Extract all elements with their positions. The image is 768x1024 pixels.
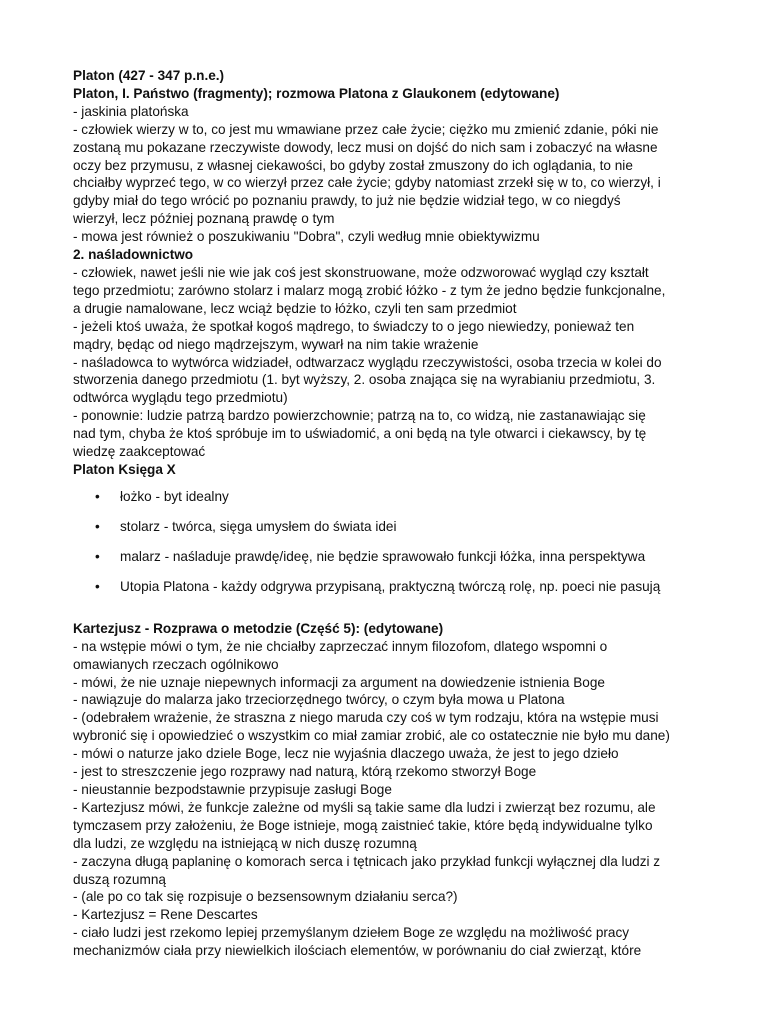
list-item-text: malarz - naśladuje prawdę/ideę, nie będzie sprawowało funkcji łóżka, inna perspektywa: [120, 548, 646, 564]
document-page: [73, 67, 713, 960]
list-item: [73, 544, 713, 574]
text-line: wiedzę zaakceptować: [73, 444, 206, 460]
text-line: mechanizmów ciała przy niewielkich ilościach elementów, w porównaniu do ciał zwierząt, które: [73, 943, 642, 959]
text-line: nad tym, chyba że ktoś spróbuje im to uświadomić, a oni będą na tyle otwarci i ciekawscy, by tę: [73, 426, 647, 442]
text-line: a drugie namalowane, lecz wciąż będzie to łóżko, czyli ten sam przedmiot: [73, 300, 517, 316]
text-line: omawianych rzeczach ogólnikowo: [73, 656, 279, 672]
text-line: odtwórca wyglądu tego przedmiotu): [73, 390, 288, 406]
text-line: - nieustannie bezpodstawnie przypisuje zasługi Boge: [73, 782, 392, 797]
text-line: stworzenia danego przedmiotu (1. byt wyższy, 2. osoba znająca się na wyrabianiu przedmiotu, 3.: [73, 372, 656, 388]
text-line: - zaczyna długą paplaninę o komorach serca i tętnicach jako przykład funkcji wyłącznej dla ludzi z: [73, 853, 661, 869]
text-line: gdyby miał do tego wrócić po poznaniu prawdy, to już nie będzie widział tego, w co niegdyś: [73, 193, 621, 209]
text-line: - ciało ludzi jest rzekomo lepiej przemyślanym dziełem Boge ze względu na możliwość pracy: [73, 925, 630, 941]
text-line: - naśladowca to wytwórca widziadeł, odtwarzacz wyglądu rzeczywistości, osoba trzecia w kolei do: [73, 354, 662, 370]
text-line: dla ludzi, ze względu na istniejącą w nich duszę rozumną: [73, 835, 417, 851]
text-line: - jaskinia platońska: [73, 103, 189, 119]
text-line: - mówi, że nie uznaje niepewnych informacji za argument na dowiedzenie istnienia Boge: [73, 674, 605, 690]
bullet-icon: •: [95, 548, 100, 564]
text-line: mądry, będąc od niego mądrzejszym, wywarł na nim takie wrażenie: [73, 336, 479, 352]
text-line: oczy bez przymusu, z własnej ciekawości, bo gdyby został zmuszony do ich oglądania, to nie: [73, 157, 633, 173]
list-item-text: stolarz - twórca, sięga umysłem do świata idei: [120, 518, 397, 534]
bullet-list: [73, 479, 713, 604]
list-item-text: łożko - byt idealny: [120, 488, 229, 504]
text-line: - nawiązuje do malarza jako trzeciorzędnego twórcy, o czym była mowa u Platona: [73, 692, 565, 708]
text-line: wybronić się i opowiedzieć o wszystkim co miał zamiar zrobić, ale co ostatecznie nie było mu dane): [73, 728, 670, 744]
text-line: tymczasem przy założeniu, że Boge istnieje, mogą zaistnieć takie, które będą indywidualne tylko: [73, 817, 653, 833]
text-line: - ponownie: ludzie patrzą bardzo powierzchownie; patrzą na to, co widzą, nie zastanawiając się: [73, 408, 646, 424]
text-line: - Kartezjusz mówi, że funkcje zależne od myśli są takie same dla ludzi i zwierząt bez rozumu, ale: [73, 799, 656, 815]
bullet-icon: •: [95, 488, 100, 504]
heading-platon-dates: Platon (427 - 347 p.n.e.): [73, 68, 225, 83]
text-line: - jeżeli ktoś uważa, że spotkał kogoś mądrego, to świadczy to o jego niewiedzy, ponieważ ten: [73, 318, 635, 334]
text-line: - jest to streszczenie jego rozprawy nad naturą, którą rzekomo stworzył Boge: [73, 764, 537, 780]
heading-ksiega-x: Platon Księga X: [73, 461, 176, 477]
text-line: - człowiek, nawet jeśli nie wie jak coś jest skonstruowane, może odzworować wygląd czy kształt: [73, 264, 649, 280]
list-item-text: Utopia Platona - każdy odgrywa przypisaną, praktyczną twórczą rolę, np. poeci nie pasują: [120, 578, 661, 594]
text-line: - (ale po co tak się rozpisuje o bezsensownym działaniu serca?): [73, 889, 458, 905]
section-gap: [73, 604, 713, 620]
text-line: tego przedmiotu; zarówno stolarz i malarz mogą zrobić łóżko - z tym że jedno będzie funkcjonalne,: [73, 282, 666, 298]
list-item: [73, 479, 713, 514]
text-line: - mowa jest również o poszukiwaniu "Dobra", czyli według mnie obiektywizmu: [73, 229, 540, 245]
heading-nasladownictwo: 2. naśladownictwo: [73, 247, 194, 263]
list-item: [73, 574, 713, 604]
text-line: - (odebrałem wrażenie, że straszna z niego maruda czy coś w tym rodzaju, która na wstępie musi: [73, 710, 659, 726]
bullet-icon: •: [95, 578, 100, 594]
heading-panstwo: Platon, I. Państwo (fragmenty); rozmowa Platona z Glaukonem (edytowane): [73, 85, 560, 101]
text-line: duszą rozumną: [73, 871, 166, 887]
text-line: wierzył, lecz później poznaną prawdę o tym: [73, 211, 335, 227]
text-line: zostaną mu pokazane rzeczywiste dowody, lecz musi on dojść do nich sam i zobaczyć na własne: [73, 139, 658, 155]
text-line: - człowiek wierzy w to, co jest mu wmawiane przez całe życie; ciężko mu zmienić zdanie, póki nie: [73, 121, 659, 137]
list-item: [73, 514, 713, 544]
text-line: chciałby wyprzeć tego, w co wierzył przez całe życie; gdyby natomiast zrzekł się w to, co wierzył, i: [73, 175, 661, 191]
text-line: - na wstępie mówi o tym, że nie chciałby zaprzeczać innym filozofom, dlatego wspomni o: [73, 638, 608, 654]
heading-kartezjusz: Kartezjusz - Rozprawa o metodzie (Część 5): (edytowane): [73, 620, 444, 636]
text-line: - mówi o naturze jako dziele Boge, lecz nie wyjaśnia dlaczego uważa, że jest to jego dzieło: [73, 746, 619, 762]
text-line: - Kartezjusz = Rene Descartes: [73, 907, 258, 923]
bullet-icon: •: [95, 518, 100, 534]
